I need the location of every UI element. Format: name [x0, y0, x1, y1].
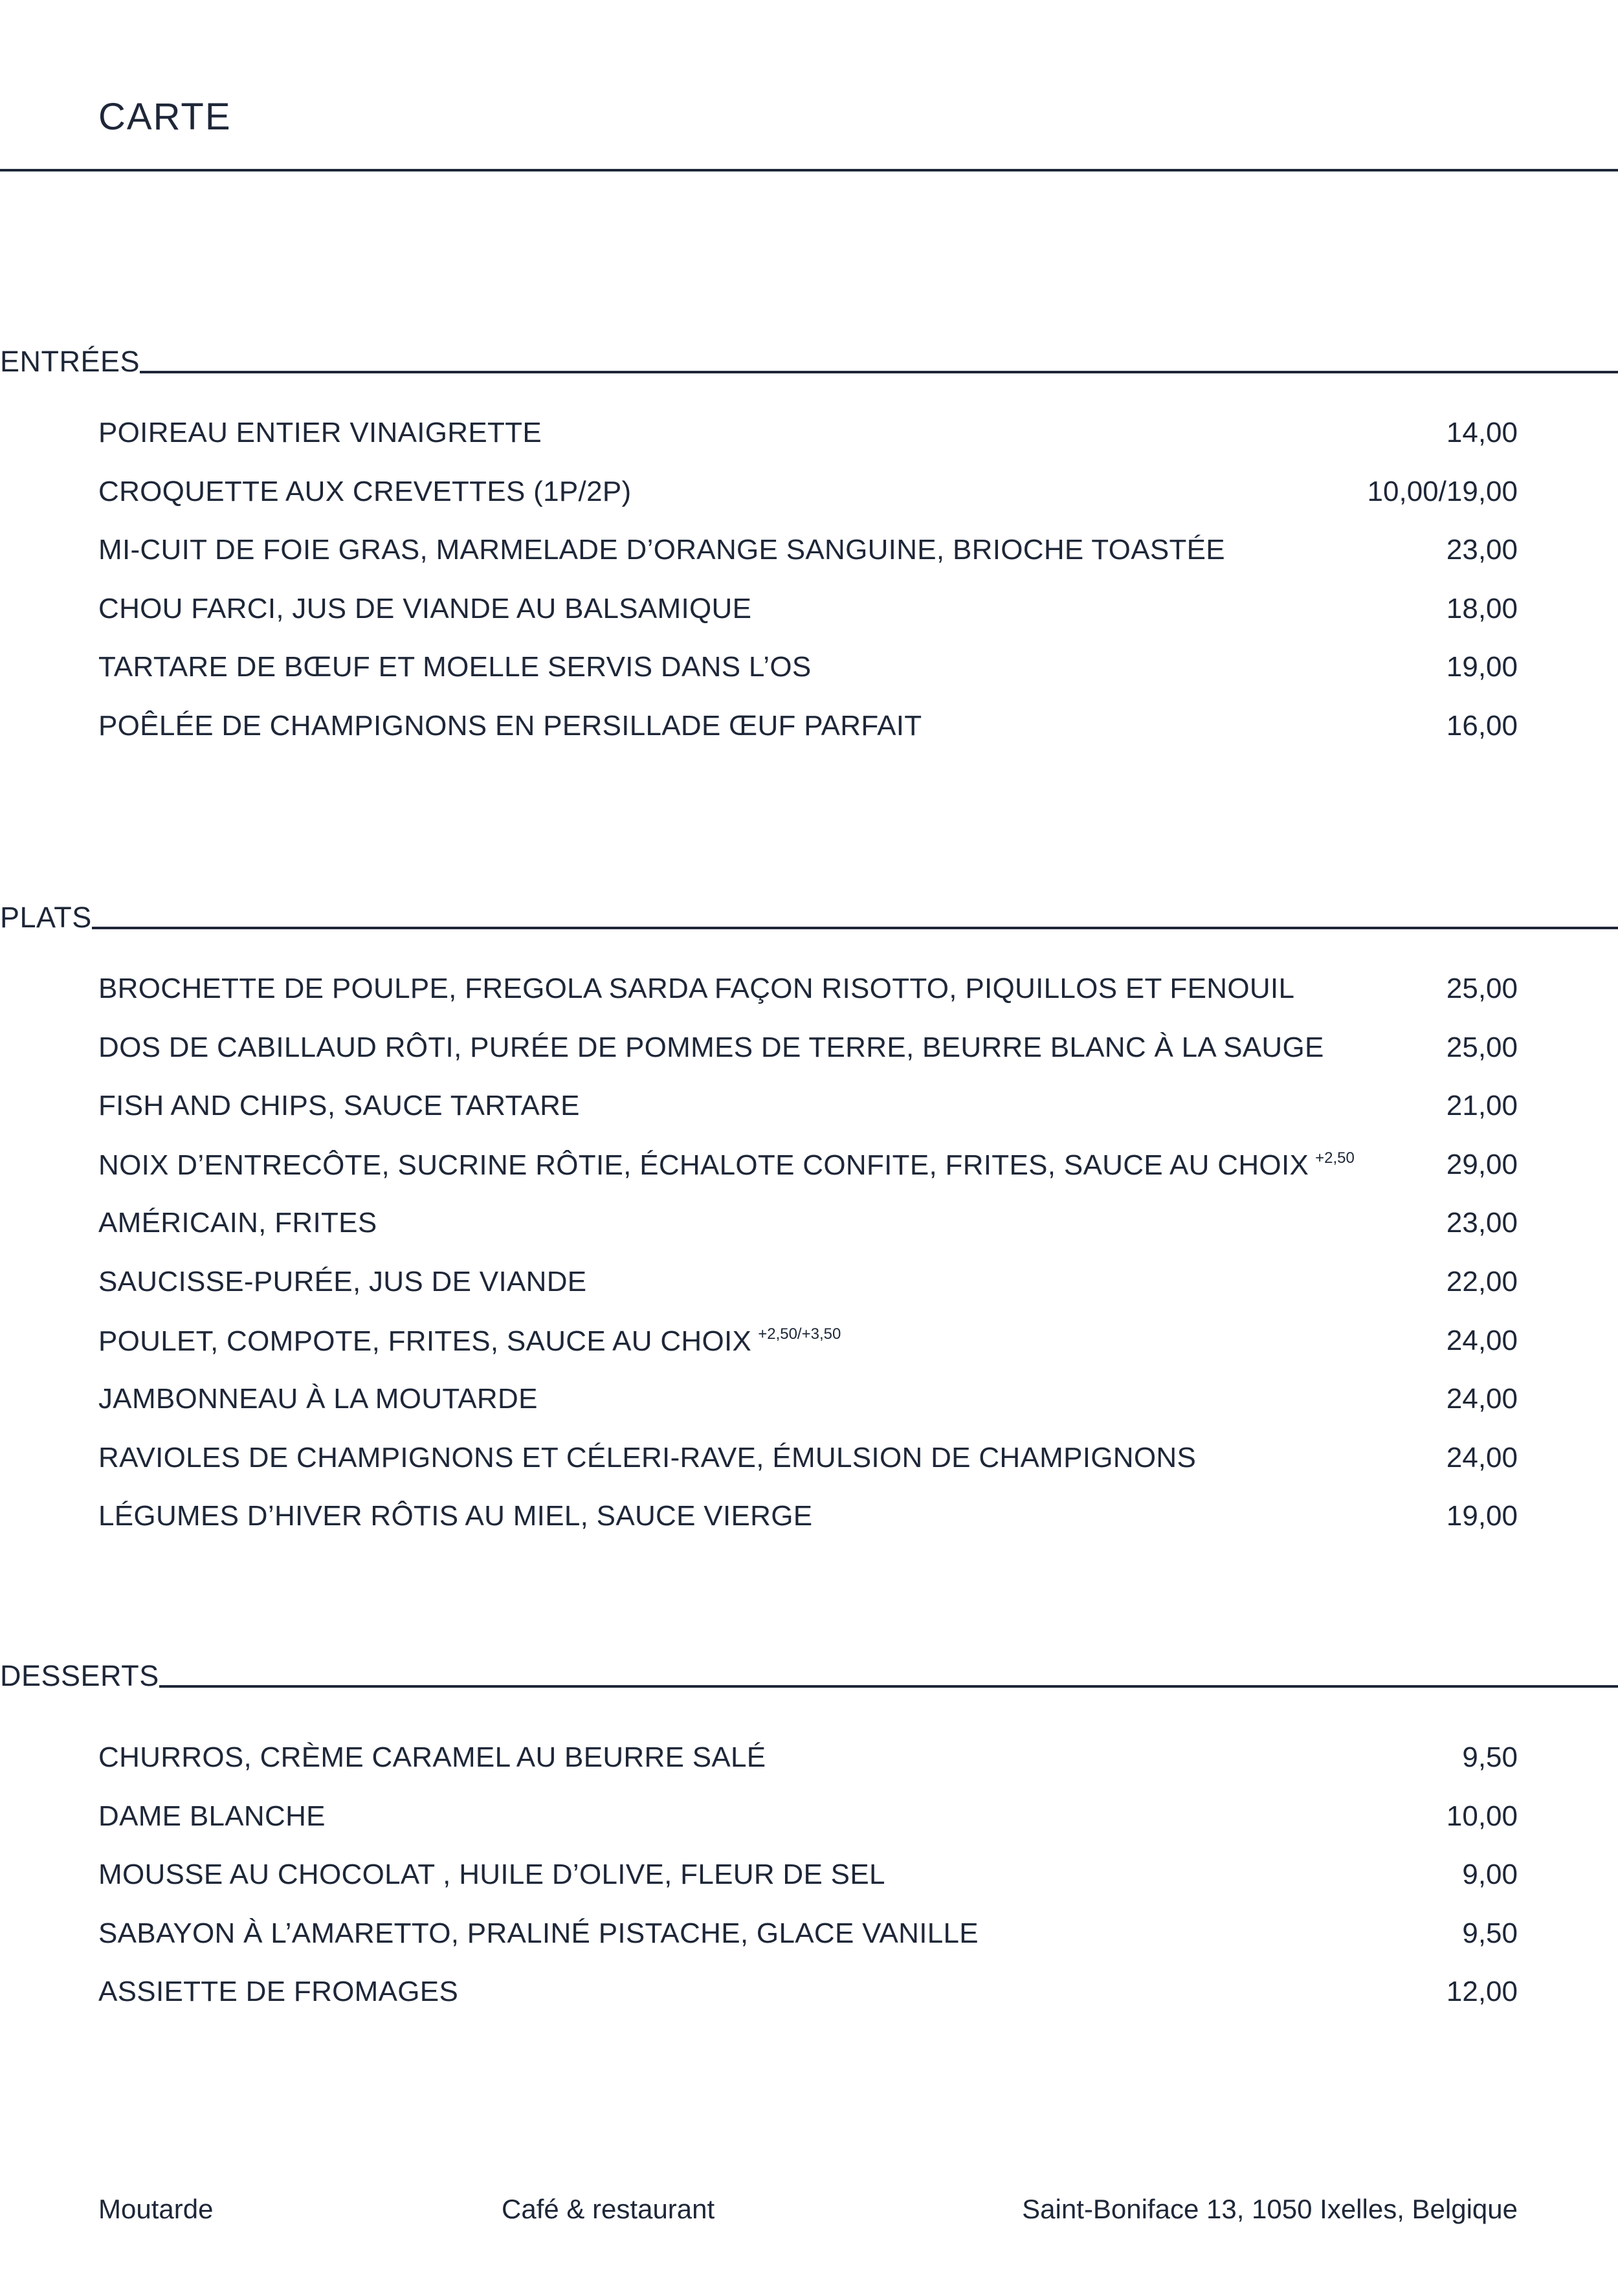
menu-item — [98, 1385, 1518, 1444]
menu-item — [98, 1502, 1518, 1561]
item-price: 9,50 — [1462, 1917, 1518, 1949]
section-header — [0, 340, 1618, 379]
item-price: 10,00 — [1446, 1800, 1518, 1832]
item-price: 14,00 — [1446, 417, 1518, 448]
item-price: 24,00 — [1446, 1383, 1518, 1415]
section-plats — [0, 896, 1618, 1561]
item-name: AMÉRICAIN, FRITES — [98, 1207, 377, 1239]
menu-item — [98, 1441, 1518, 1503]
menu-list — [0, 1743, 1618, 2037]
menu-list — [0, 419, 1618, 771]
item-price: 16,00 — [1446, 709, 1518, 742]
section-desserts — [0, 1654, 1618, 2037]
item-price: 23,00 — [1446, 1207, 1518, 1239]
sauce-supplement: +2,50 — [1315, 1149, 1355, 1167]
item-price: 18,00 — [1446, 592, 1518, 624]
item-name: CROQUETTE AUX CREVETTES (1P/2P) — [98, 475, 632, 507]
item-name: BROCHETTE DE POULPE, FREGOLA SARDA FAÇON RISOTTO, PIQUILLOS ET FENOUIL — [98, 973, 1295, 1004]
menu-item — [98, 709, 1518, 771]
menu-item — [98, 1033, 1518, 1092]
item-price: 23,00 — [1446, 534, 1518, 566]
item-price: 24,00 — [1446, 1441, 1518, 1474]
section-header — [0, 1654, 1618, 1693]
item-price: 19,00 — [1446, 651, 1518, 683]
item-name: JAMBONNEAU À LA MOUTARDE — [98, 1383, 538, 1415]
item-name: CHURROS, CRÈME CARAMEL AU BEURRE SALÉ — [98, 1741, 766, 1773]
item-price: 24,00 — [1446, 1324, 1518, 1356]
menu-item — [98, 1743, 1518, 1802]
item-name: LÉGUMES D’HIVER RÔTIS AU MIEL, SAUCE VIERGE — [98, 1500, 813, 1532]
restaurant-type: Café & restaurant — [502, 2194, 715, 2224]
title-divider — [0, 169, 1618, 171]
menu-item — [98, 1265, 1518, 1327]
item-name: NOIX D’ENTRECÔTE, SUCRINE RÔTIE, ÉCHALOTE CONFITE, FRITES, SAUCE AU CHOIX $^{+2,50}$ — [98, 1149, 1355, 1181]
item-name: FISH AND CHIPS, SAUCE TARTARE — [98, 1090, 580, 1122]
item-price: 22,00 — [1446, 1265, 1518, 1297]
section-header — [0, 896, 1618, 934]
item-name: SABAYON À L’AMARETTO, PRALINÉ PISTACHE, GLACE VANILLE — [98, 1917, 979, 1949]
item-name: SAUCISSE-PURÉE, JUS DE VIANDE — [98, 1265, 587, 1297]
item-price: 9,00 — [1462, 1859, 1518, 1891]
item-price: 12,00 — [1446, 1976, 1518, 2008]
menu-list — [0, 975, 1618, 1561]
item-name: MOUSSE AU CHOCOLAT , HUILE D’OLIVE, FLEUR DE SEL — [98, 1859, 885, 1891]
item-name: DOS DE CABILLAUD RÔTI, PURÉE DE POMMES DE TERRE, BEURRE BLANC À LA SAUGE — [98, 1031, 1324, 1063]
menu-item — [98, 1802, 1518, 1861]
menu-item — [98, 975, 1518, 1033]
menu-item — [98, 1324, 1518, 1385]
menu-item — [98, 1148, 1518, 1209]
sauce-supplement: +2,50/+3,50 — [758, 1325, 841, 1343]
menu-item — [98, 1919, 1518, 1978]
section-divider — [140, 371, 1618, 373]
menu-item — [98, 536, 1518, 595]
section-title: DESSERTS — [0, 1659, 159, 1692]
item-price: 29,00 — [1446, 1148, 1518, 1180]
menu-item — [98, 419, 1518, 478]
section-divider — [159, 1685, 1618, 1688]
menu-item — [98, 1092, 1518, 1151]
item-name: MI-CUIT DE FOIE GRAS, MARMELADE D’ORANGE SANGUINE, BRIOCHE TOASTÉE — [98, 534, 1225, 566]
menu-item — [98, 475, 1518, 536]
item-name: RAVIOLES DE CHAMPIGNONS ET CÉLERI-RAVE, ÉMULSION DE CHAMPIGNONS — [98, 1441, 1197, 1474]
menu-item — [98, 592, 1518, 654]
footer — [98, 2196, 1518, 2228]
item-price: 25,00 — [1446, 973, 1518, 1004]
section-divider — [92, 927, 1618, 929]
restaurant-name: Moutarde — [98, 2194, 214, 2224]
menu-item — [98, 1978, 1518, 2037]
item-name: CHOU FARCI, JUS DE VIANDE AU BALSAMIQUE — [98, 592, 752, 624]
menu-item — [98, 653, 1518, 712]
item-price: 19,00 — [1446, 1500, 1518, 1532]
menu-item — [98, 1860, 1518, 1919]
page-title: CARTE — [98, 96, 232, 138]
item-name: ASSIETTE DE FROMAGES — [98, 1976, 459, 2008]
item-price: 21,00 — [1446, 1090, 1518, 1122]
item-name: POIREAU ENTIER VINAIGRETTE — [98, 417, 542, 448]
menu-item — [98, 1209, 1518, 1268]
item-price: 10,00/19,00 — [1367, 475, 1518, 507]
restaurant-address: Saint-Boniface 13, 1050 Ixelles, Belgique — [1022, 2194, 1518, 2224]
item-name: DAME BLANCHE — [98, 1800, 326, 1832]
section-entrees — [0, 340, 1618, 771]
section-title: PLATS — [0, 901, 92, 934]
item-price: 25,00 — [1446, 1031, 1518, 1063]
item-name: POULET, COMPOTE, FRITES, SAUCE AU CHOIX $^{+2,50/+3,50}$ — [98, 1325, 841, 1357]
section-title: ENTRÉES — [0, 345, 140, 378]
item-name: TARTARE DE BŒUF ET MOELLE SERVIS DANS L’OS — [98, 651, 812, 683]
item-price: 9,50 — [1462, 1741, 1518, 1773]
item-name: POÊLÉE DE CHAMPIGNONS EN PERSILLADE ŒUF PARFAIT — [98, 709, 922, 742]
